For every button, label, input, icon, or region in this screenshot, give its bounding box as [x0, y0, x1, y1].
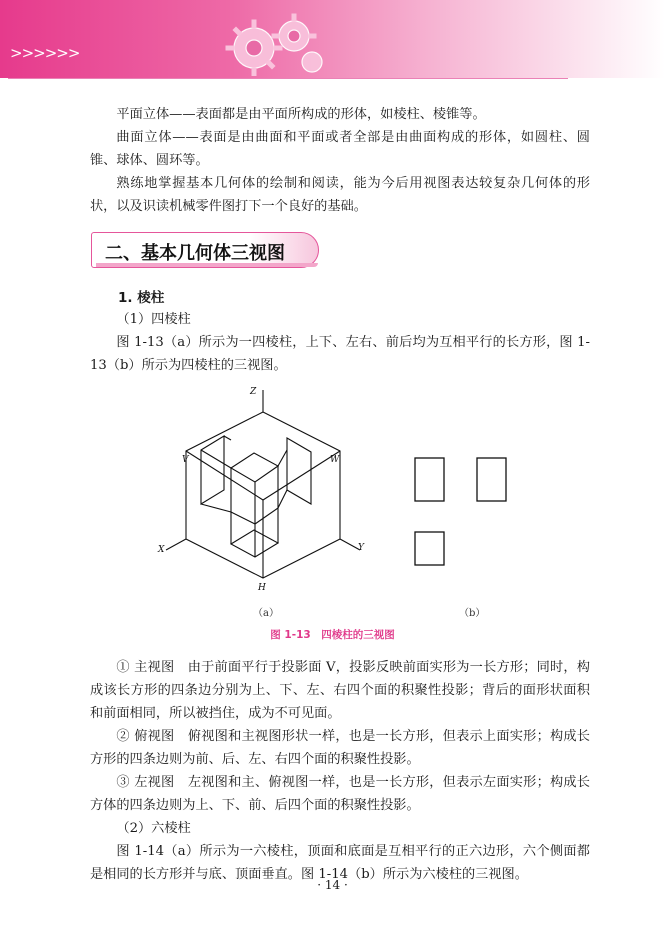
paragraph-mastery: 熟练地掌握基本几何体的绘制和阅读，能为今后用视图表达较复杂几何体的形状，以及识读机械零件图打下一个良好的基础。: [90, 176, 590, 214]
item-heading-hex-prism: （2）六棱柱: [116, 821, 191, 836]
h-plane-label: H: [258, 583, 266, 593]
x-axis-label: X: [158, 545, 165, 555]
front-view-rect: [415, 458, 444, 501]
y-axis-label: Y: [358, 543, 364, 553]
header-banner: [0, 0, 665, 78]
axis-edge-right: [263, 451, 340, 500]
header-divider: [8, 78, 568, 79]
side-view-rect: [477, 458, 506, 501]
subsection-title: 1. 棱柱: [118, 290, 165, 306]
z-axis-label: Z: [250, 387, 257, 397]
w-projection: [287, 438, 311, 504]
w-projector: [278, 450, 287, 466]
v-projector: [201, 504, 231, 512]
v-plane-label: V: [182, 455, 189, 465]
section-title: 二、基本几何体三视图: [105, 243, 285, 264]
paragraph-plane-solid: 平面立体——表面都是由平面所构成的形体，如棱柱、棱锥等。: [116, 107, 486, 122]
paragraph-left-view: ③ 左视图 左视图和主、俯视图一样，也是一长方形，但表示左面实形；构成长方体的四条边则为上、下、前、后四个面的积聚性投影。: [90, 775, 590, 813]
v-projection: [201, 436, 224, 504]
caption-a: （a）: [253, 608, 279, 619]
gear-icon: [216, 10, 336, 76]
item-heading-square-prism: （1）四棱柱: [116, 312, 191, 327]
x-axis: [166, 539, 186, 550]
v-projector: [201, 450, 231, 468]
prism-edge: [255, 508, 278, 524]
paragraph-front-view: ① 主视图 由于前面平行于投影面 V，投影反映前面实形为一长方形；同时，构成该长方形的四条边分别为上、下、左、右四个面的积聚性投影；背后的面形状面积和前面相同，所以被挡住，成为不可见面。: [90, 660, 590, 721]
page-number: · 14 ·: [317, 878, 348, 892]
paragraph-curved-solid: 曲面立体——表面是由曲面和平面或者全部是由曲面构成的形体，如圆柱、圆锥、球体、圆环等。: [90, 130, 590, 168]
paragraph-hex-prism: 图 1-14（a）所示为一六棱柱，顶面和底面是互相平行的正六边形，六个侧面都是相同的长方形并与底、顶面垂直。图 1-14（b）所示为六棱柱的三视图。: [90, 844, 590, 882]
caption-b: （b）: [459, 608, 486, 619]
prism-top-face: [231, 453, 278, 482]
prism-edge: [231, 512, 255, 524]
paragraph-top-view: ② 俯视图 俯视图和主视图形状一样，也是一长方形，但表示上面实形；构成长方形的四条边则为前、后、左、右四个面的积聚性投影。: [90, 729, 590, 767]
paragraph-square-prism: 图 1-13（a）所示为一四棱柱，上下、左右、前后均为互相平行的长方形，图 1-13（b）所示为四棱柱的三视图。: [90, 335, 590, 373]
w-projector: [278, 490, 287, 508]
figure-title: 图 1-13 四棱柱的三视图: [270, 629, 395, 641]
v-projector: [224, 436, 231, 440]
w-plane-label: W: [330, 455, 340, 465]
top-view-rect: [415, 532, 444, 565]
chevron-decoration: >>>>>>: [10, 44, 80, 62]
figure-1-13: [150, 380, 530, 610]
y-axis: [340, 539, 360, 550]
